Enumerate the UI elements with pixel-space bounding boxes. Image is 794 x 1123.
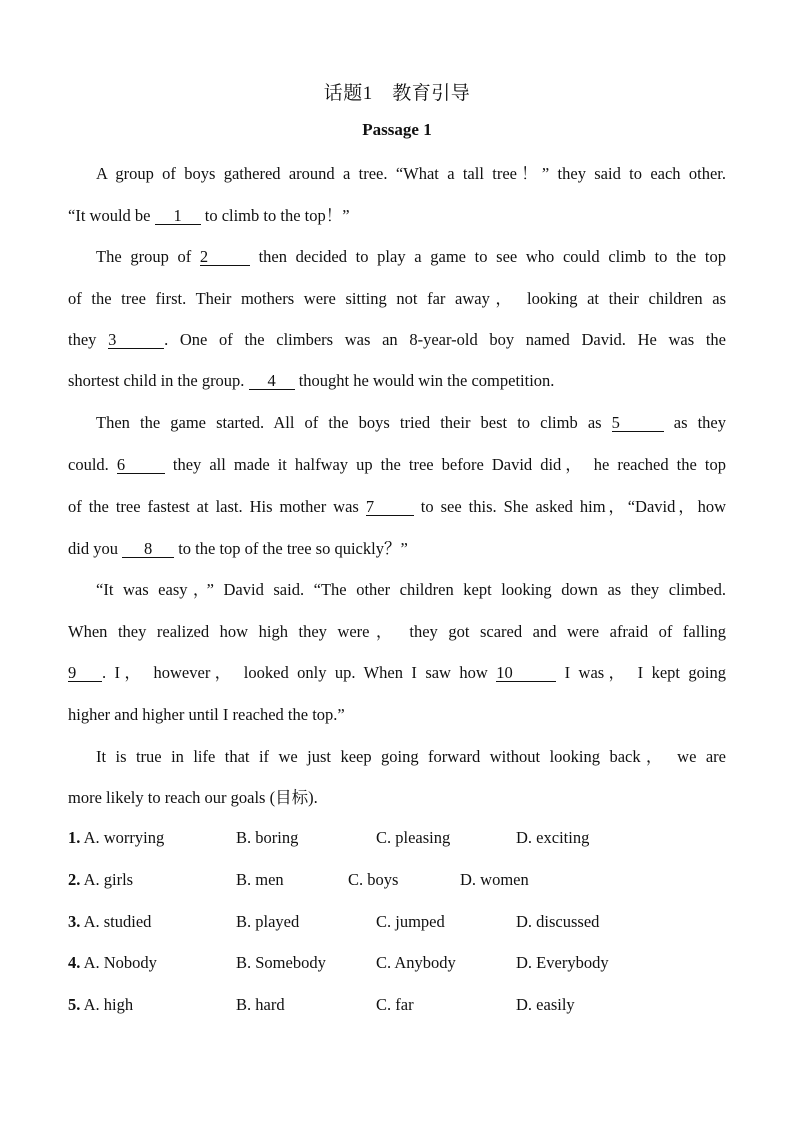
blank-9: 9 <box>68 664 102 682</box>
passage-line: 9 . I， however， looked only up. When I saw how 10 I was， I kept going <box>68 663 726 682</box>
option-b: B. hard <box>236 995 285 1014</box>
page-title: 话题1 教育引导 <box>323 83 471 104</box>
option-a: A. worrying <box>83 828 165 847</box>
option-b: B. Somebody <box>236 953 326 972</box>
option-a: A. Nobody <box>83 953 157 972</box>
passage-line: higher and higher until I reached the top.” <box>68 705 345 724</box>
option-a: A. studied <box>83 912 152 931</box>
passage-line: A group of boys gathered around a tree. “What a tall tree！” they said to each other. <box>96 164 726 183</box>
option-a: A. girls <box>83 870 134 889</box>
blank-4: 4 <box>249 372 295 390</box>
blank-6: 6 <box>117 456 165 474</box>
passage-line: shortest child in the group. 4 thought he would win the competition. <box>68 371 555 390</box>
blank-3: 3 <box>108 331 164 349</box>
blank-7: 7 <box>366 498 414 516</box>
option-c: C. far <box>376 995 414 1014</box>
option-a: A. high <box>83 995 134 1014</box>
option-d: D. women <box>460 870 529 889</box>
option-c: C. pleasing <box>376 828 451 847</box>
passage-line: more likely to reach our goals (目标). <box>68 788 318 807</box>
option-b: B. boring <box>236 828 299 847</box>
passage-line: did you 8 to the top of the tree so quickly？” <box>68 539 408 558</box>
blank-8: 8 <box>122 540 174 558</box>
passage-line: “It was easy，” David said. “The other children kept looking down as they climbed. <box>96 580 726 599</box>
passage-line: they 3 . One of the climbers was an 8-year-old boy named David. He was the <box>68 330 726 349</box>
passage-line: of the tree fastest at last. His mother was 7 to see this. She asked him，“David，how <box>68 497 726 516</box>
passage-line: could. 6 they all made it halfway up the tree before David did， he reached the top <box>68 455 726 474</box>
option-c: C. boys <box>348 870 399 889</box>
option-b: B. played <box>236 912 300 931</box>
passage-line: Then the game started. All of the boys tried their best to climb as 5 as they <box>96 413 726 432</box>
blank-2: 2 <box>200 248 250 266</box>
blank-5: 5 <box>612 414 664 432</box>
question-number: 1. <box>68 828 81 847</box>
passage-line: “It would be 1 to climb to the top！” <box>68 206 350 225</box>
passage-line: The group of 2 then decided to play a game to see who could climb to the top <box>96 247 726 266</box>
passage-line: of the tree first. Their mothers were sitting not far away， looking at their children as <box>68 289 726 308</box>
option-d: D. exciting <box>516 828 590 847</box>
passage-line: It is true in life that if we just keep going forward without looking back， we are <box>96 747 726 766</box>
question-number: 4. <box>68 953 81 972</box>
option-c: C. jumped <box>376 912 445 931</box>
question-number: 2. <box>68 870 81 889</box>
passage-heading: Passage 1 <box>362 120 432 139</box>
question-number: 5. <box>68 995 81 1014</box>
option-d: D. Everybody <box>516 953 609 972</box>
option-c: C. Anybody <box>376 953 456 972</box>
option-d: D. discussed <box>516 912 600 931</box>
option-d: D. easily <box>516 995 575 1014</box>
passage-line: When they realized how high they were， they got scared and were afraid of falling <box>68 622 726 641</box>
blank-1: 1 <box>155 207 201 225</box>
option-b: B. men <box>236 870 284 889</box>
question-number: 3. <box>68 912 81 931</box>
blank-10: 10 <box>496 664 556 682</box>
